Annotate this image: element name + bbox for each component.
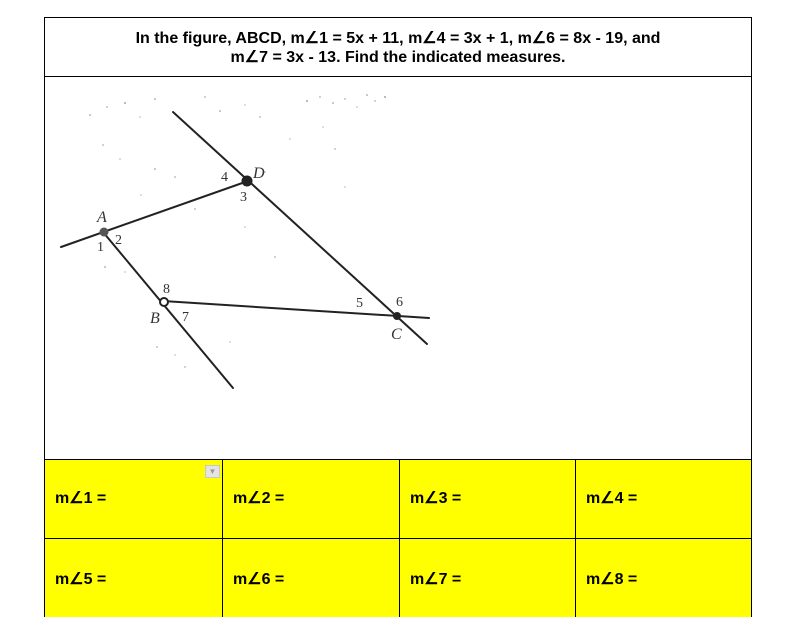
angle-label-5: 5	[356, 296, 363, 311]
answer-cell-angle-2[interactable]	[223, 460, 400, 539]
label-b: B	[150, 310, 160, 327]
angle-label-2: 2	[115, 233, 122, 248]
answer-cell-angle-4[interactable]	[576, 460, 751, 539]
line-ad	[61, 181, 248, 247]
vertex-d	[242, 176, 253, 187]
angle-label-1: 1	[97, 240, 104, 255]
vertex-c	[393, 312, 401, 320]
answer-label-angle-8: m∠8 =	[586, 571, 638, 588]
worksheet-table	[44, 17, 752, 617]
answer-cell-angle-3[interactable]	[400, 460, 576, 539]
vertex-b	[160, 298, 168, 306]
chevron-down-icon[interactable]: ▼	[205, 465, 220, 478]
answer-cell-angle-7[interactable]	[400, 539, 576, 617]
angle-label-6: 6	[396, 295, 403, 310]
answer-cell-angle-5[interactable]	[45, 539, 223, 617]
problem-line-2: m∠7 = 3x - 13. Find the indicated measures.	[230, 49, 566, 66]
label-a: A	[97, 209, 107, 226]
angle-label-7: 7	[182, 310, 189, 325]
answer-label-angle-6: m∠6 =	[233, 571, 285, 588]
answer-label-angle-1: m∠1 =	[55, 490, 107, 507]
angle-label-3: 3	[240, 190, 247, 205]
vertex-a	[100, 228, 109, 237]
problem-statement	[45, 18, 751, 77]
answer-cell-angle-8[interactable]	[576, 539, 751, 617]
answer-grid	[45, 459, 751, 617]
answer-label-angle-3: m∠3 =	[410, 490, 462, 507]
figure-diagram	[45, 77, 751, 459]
answer-cell-angle-6[interactable]	[223, 539, 400, 617]
scan-noise	[89, 94, 386, 368]
label-d: D	[253, 165, 265, 182]
label-c: C	[391, 326, 402, 343]
angle-label-4: 4	[221, 170, 228, 185]
angle-label-8: 8	[163, 282, 170, 297]
problem-line-1: In the figure, ABCD, m∠1 = 5x + 11, m∠4 = 3x + 1, m∠6 = 8x - 19, and	[135, 30, 661, 47]
answer-label-angle-4: m∠4 =	[586, 490, 638, 507]
answer-label-angle-5: m∠5 =	[55, 571, 107, 588]
geometry-figure	[45, 77, 751, 459]
line-ab	[103, 232, 233, 388]
answer-label-angle-2: m∠2 =	[233, 490, 285, 507]
answer-label-angle-7: m∠7 =	[410, 571, 462, 588]
answer-cell-angle-1[interactable]	[45, 460, 223, 539]
